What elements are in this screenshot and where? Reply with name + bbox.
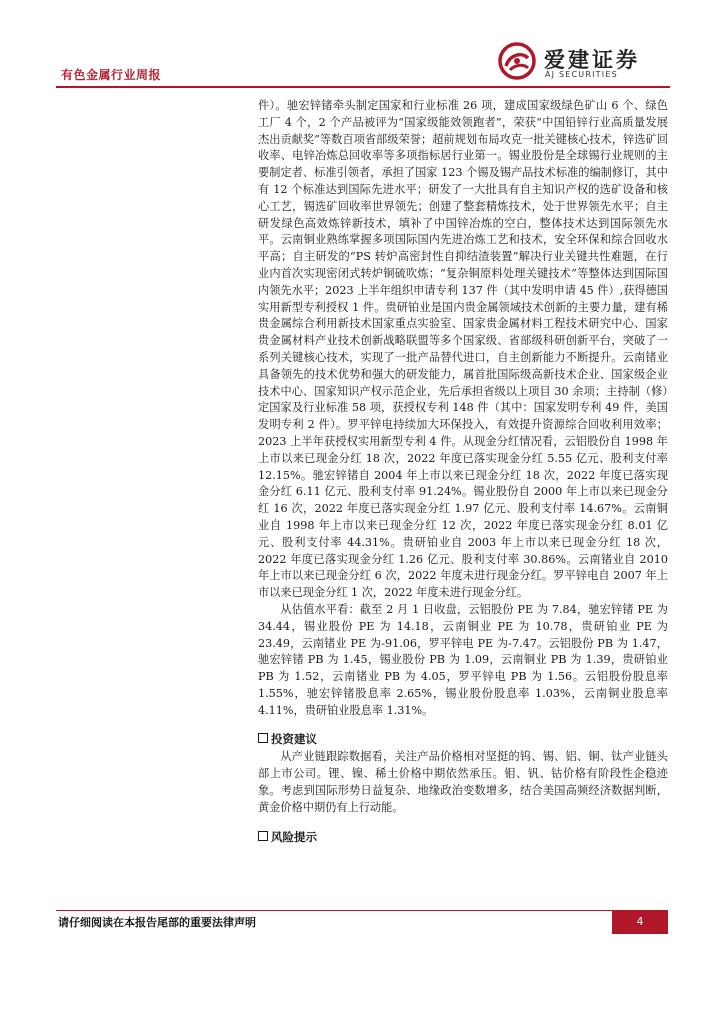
- footer-divider: [56, 910, 668, 911]
- body-paragraph-investment-advice: 从产业链跟踪数据看，关注产品价格相对坚挺的钨、锡、铝、铜、钛产业链头部上市公司。锂、镍、稀土价格中期依然承压。钼、钒、钴价格有阶段性企稳迹象。考虑到国际形势日益复杂、地缘政治变数增多，结合美国高频经济数据判断，黄金价格中期仍有上行动能。: [258, 750, 668, 814]
- page-header: [56, 40, 670, 90]
- legal-disclaimer-note: 请仔细阅读在本报告尾部的重要法律声明: [58, 916, 256, 929]
- body-paragraph-valuation: 从估值水平看：截至 2 月 1 日收盘，云铝股份 PE 为 7.84，驰宏锌锗 PE 为 34.44，锡业股份 PE 为 14.18，云南铜业 PE 为 10.78，贵研铂业 PE 为 23.49，云南锗业 PE 为-91.06，罗平锌电 PE 为-7.47。云铝股份 PB 为 1.47，驰宏锌锗 PB 为 1.45，锡业股份 PB 为 1.09，云南铜业 PB 为 1.39，贵研铂业 PB 为 1.52，云南锗业 PB 为 4.05，罗平锌电 PB 为 1.56。云铝股份股息率 1.55%，驰宏锌锗股息率 2.65%，锡业股份股息率 1.03%，云南铜业股息率 4.11%，贵研铂业股息率 1.31%。: [258, 602, 668, 717]
- section-title-risk-warning: 风险提示: [258, 829, 668, 845]
- checkbox-bullet-icon: [258, 831, 268, 841]
- aj-securities-logo-icon: [498, 42, 536, 80]
- logo-chinese-name: 爱建证券: [544, 47, 640, 72]
- section-title-investment-advice: 投资建议: [258, 731, 668, 747]
- main-content: [258, 98, 668, 845]
- body-paragraph-technology-dividends: 件）。驰宏锌锗牵头制定国家和行业标准 26 项，建成国家级绿色矿山 6 个、绿色工厂 4 个，2 个产品被评为“国家级能效领跑者”，荣获“中国铅锌行业高质量发展杰出贡献奖”等数百项省部级荣誉；超前规划布局攻克一批关键核心技术，锌选矿回收率、电锌冶炼总回收率等多项指标居行业第一。锡业股份是全球锡行业规则的主要制定者、标准引领者，承担了国家 123 个锡及锡产品技术标准的编制修订，其中有 12 个标准达到国际先进水平；研发了一大批具有自主知识产权的选矿设备和核心工艺，锡选矿回收率世界领先；创建了整套精炼技术，处于世界领先水平；自主研发绿色高效炼锌新技术，填补了中国锌冶炼的空白，整体技术达到国际领先水平。云南铜业熟练掌握多项国际国内先进冶炼工艺和技术，安全环保和综合回收水平高；自主研发的“PS 转炉高密封性自抑结渣装置”解决行业关键共性难题，在行业内首次实现密闭式转炉铜硫吹炼；“复杂铜原料处理关键技术”等整体达到国际国内领先水平；2023 上半年组织申请专利 137 件（其中发明申请 45 件）,获得德国实用新型专利授权 1 件。贵研铂业是国内贵金属领域技术创新的主要力量，建有稀贵金属综合利用新技术国家重点实验室、国家贵金属材料工程技术研究中心、国家贵金属材料产业技术创新战略联盟等多个国家级、省部级科研创新平台，突破了一系列关键核心技术，实现了一批产品替代进口，自主创新能力不断提升。云南锗业具备领先的技术优势和强大的研发能力，属首批国际级高新技术企业、国家级企业技术中心、国家知识产权示范企业，先后承担省级以上项目 30 余项；主持制（修）定国家及行业标准 58 项，获授权专利 148 件（其中：国家发明专利 49 件，美国发明专利 2 件）。罗平锌电持续加大环保投入，有效提升资源综合回收利用效率；2023 上半年获授权实用新型专利 4 件。从现金分红情况看，云铝股份自 1998 年上市以来已现金分红 18 次，2022 年度已落实现金分红 5.55 亿元、股利支付率 12.15%。驰宏锌锗自 2004 年上市以来已现金分红 18 次，2022 年度已落实现金分红 6.11 亿元、股利支付率 91.24%。锡业股份自 2000 年上市以来已现金分红 16 次，2022 年度已落实现金分红 1.97 亿元、股利支付率 14.67%。云南铜业自 1998 年上市以来已现金分红 12 次，2022 年度已落实现金分红 8.01 亿元、股利支付率 44.31%。贵研铂业自 2003 年上市以来已现金分红 18 次，2022 年度已落实现金分红 1.26 亿元、股利支付率 30.86%。云南锗业自 2010 年上市以来已现金分红 6 次，2022 年度未进行现金分红。罗平锌电自 2007 年上市以来已现金分红 1 次，2022 年度未进行现金分红。: [258, 99, 668, 600]
- logo-english-name: AJ SECURITIES: [545, 70, 618, 79]
- company-logo: [498, 42, 668, 84]
- checkbox-bullet-icon: [258, 733, 268, 743]
- page-number: 4: [612, 910, 668, 934]
- report-category-title: 有色金属行业周报: [61, 68, 162, 82]
- header-divider: [56, 86, 670, 88]
